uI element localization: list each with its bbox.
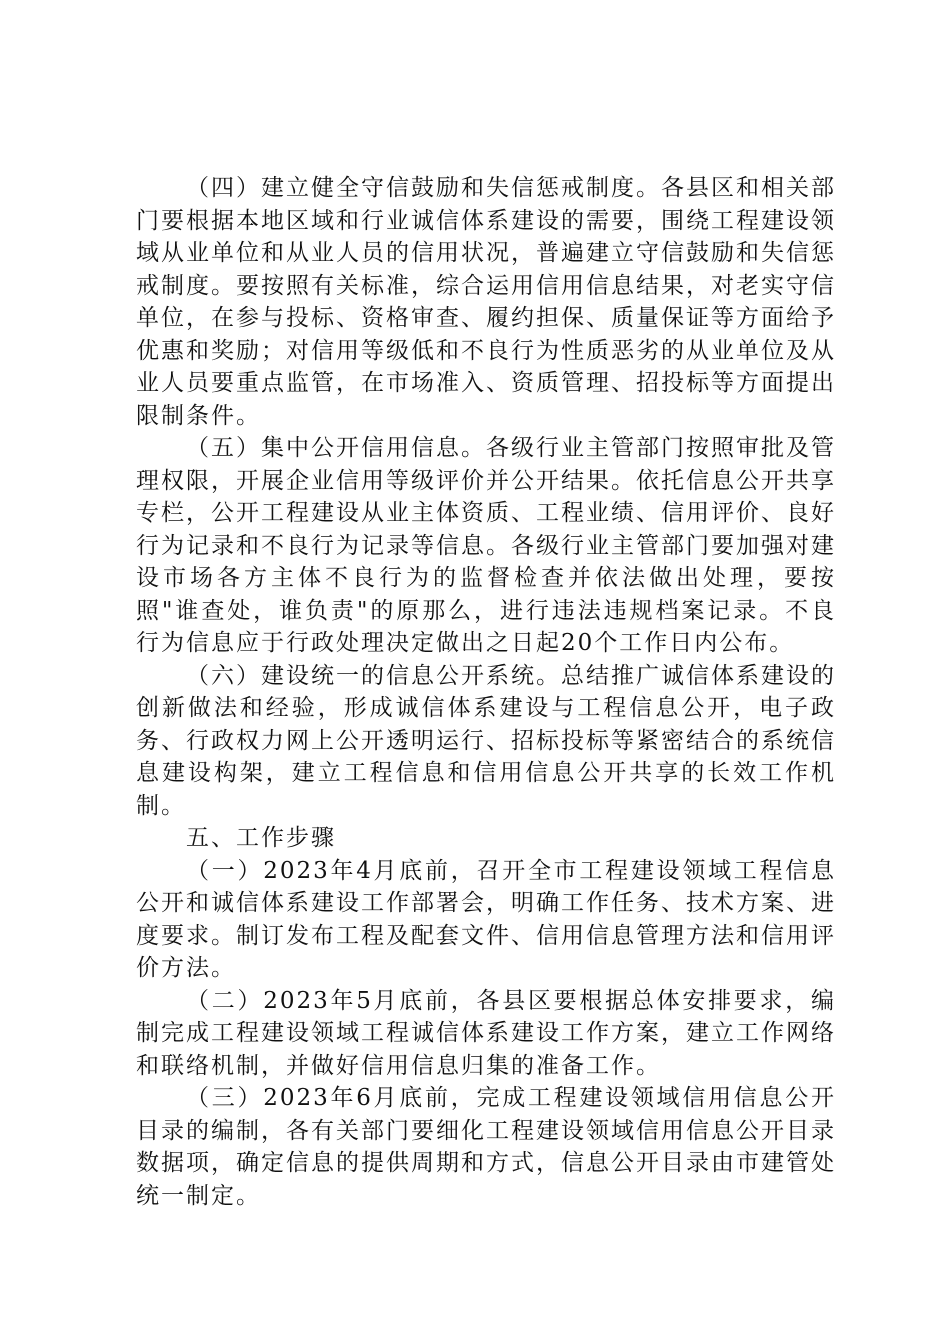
document-body — [136, 172, 836, 1212]
paragraph-6-unified-info-system: （六）建设统一的信息公开系统。总结推广诚信体系建设的创新做法和经验，形成诚信体系建设与工程信息公开，电子政务、行政权力网上公开透明运行、招标投标等紧密结合的系统信息建设构架，建立工程信息和信用信息公开共享的长效工作机制。 — [136, 662, 836, 819]
step-3-june: （三）2023年6月底前，完成工程建设领域信用信息公开目录的编制，各有关部门要细化工程建设领域信用信息公开目录数据项，确定信息的提供周期和方式，信息公开目录由市建管处统一制定。 — [136, 1085, 836, 1209]
section-heading-work-steps: 五、工作步骤 — [186, 825, 336, 851]
step-2-may: （二）2023年5月底前，各县区要根据总体安排要求，编制完成工程建设领域工程诚信体系建设工作方案，建立工作网络和联络机制，并做好信用信息归集的准备工作。 — [136, 987, 836, 1079]
step-1-april: （一）2023年4月底前，召开全市工程建设领域工程信息公开和诚信体系建设工作部署会，明确工作任务、技术方案、进度要求。制订发布工程及配套文件、信用信息管理方法和信用评价方法。 — [136, 857, 836, 981]
paragraph-4-credit-incentives: （四）建立健全守信鼓励和失信惩戒制度。各县区和相关部门要根据本地区域和行业诚信体系建设的需要，围绕工程建设领域从业单位和从业人员的信用状况，普遍建立守信鼓励和失信惩戒制度。要按照有关标准，综合运用信用信息结果，对老实守信单位，在参与投标、资格审查、履约担保、质量保证等方面给予优惠和奖励；对信用等级低和不良行为性质恶劣的从业单位及从业人员要重点监管，在市场准入、资质管理、招投标等方面提出限制条件。 — [136, 175, 836, 429]
paragraph-5-publish-credit-info: （五）集中公开信用信息。各级行业主管部门按照审批及管理权限，开展企业信用等级评价并公开结果。依托信息公开共享专栏，公开工程建设从业主体资质、工程业绩、信用评价、良好行为记录和不良行为记录等信息。各级行业主管部门要加强对建设市场各方主体不良行为的监督检查并依法做出处理，要按照"谁查处，谁负责"的原那么，进行违法违规档案记录。不良行为信息应于行政处理决定做出之日起20个工作日内公布。 — [136, 435, 836, 656]
